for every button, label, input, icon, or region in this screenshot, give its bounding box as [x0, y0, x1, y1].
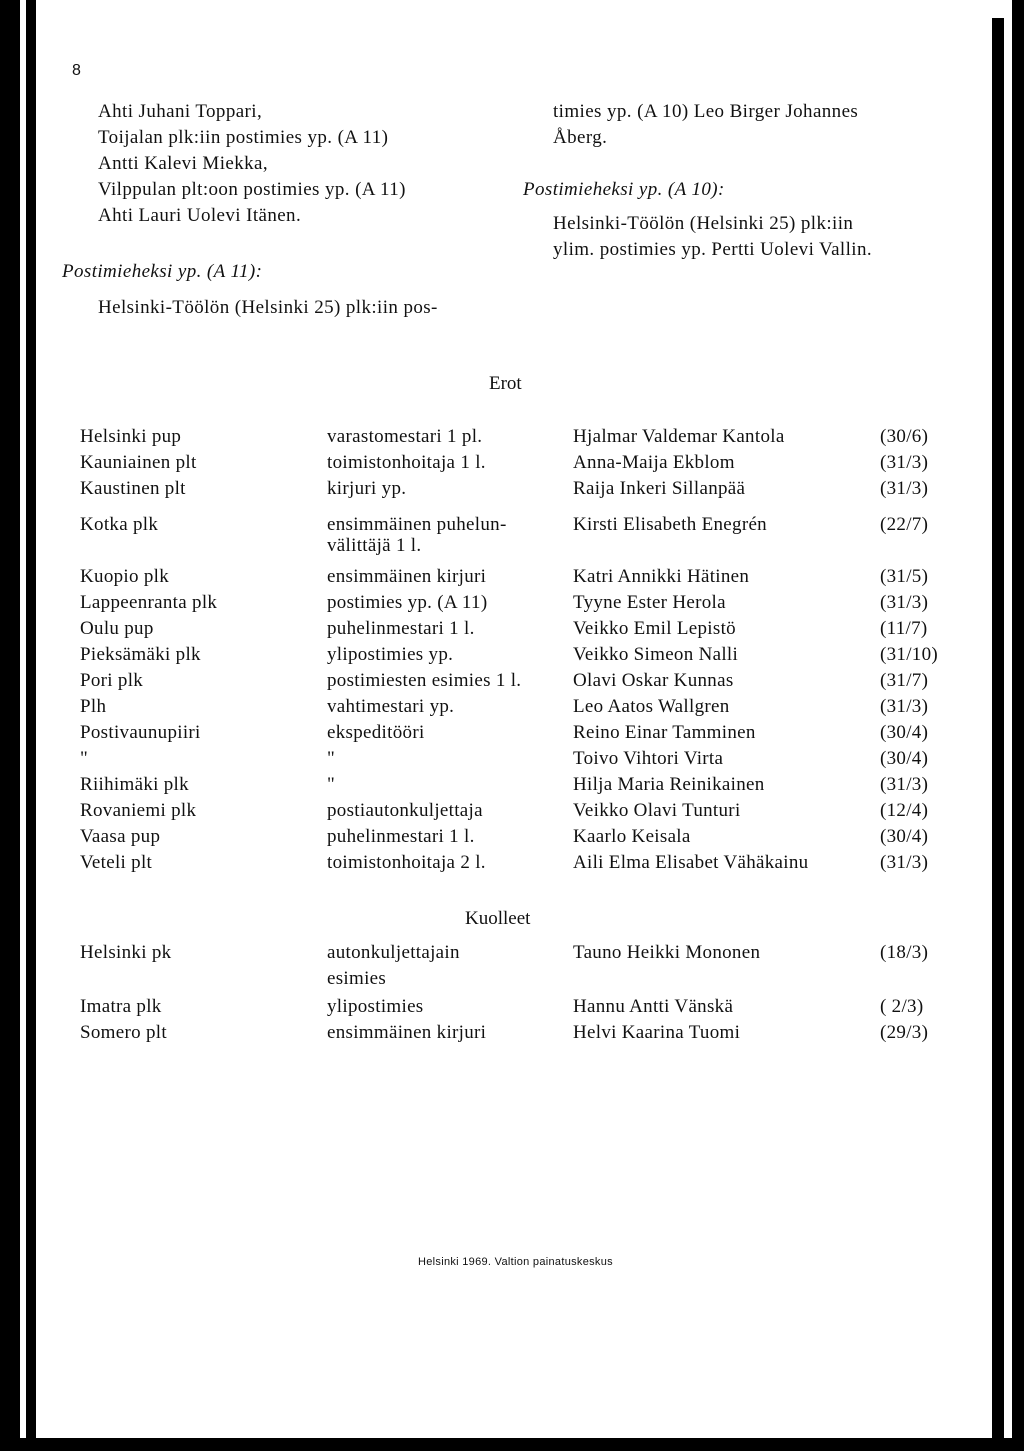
place-cell: Riihimäki plk [80, 774, 189, 795]
place-cell: Vaasa pup [80, 826, 161, 847]
table-row [0, 426, 1024, 450]
title-cell: esimies [327, 968, 387, 989]
kuolleet-heading: Kuolleet [465, 908, 531, 929]
right-heading: Postimieheksi yp. (A 10): [523, 179, 725, 200]
title-cell: puhelinmestari 1 l. [327, 618, 475, 639]
date-cell: (31/3) [880, 774, 929, 795]
table-row [0, 722, 1024, 746]
date-cell: (30/4) [880, 748, 929, 769]
table-row [0, 774, 1024, 798]
name-cell: Kaarlo Keisala [573, 826, 691, 847]
name-cell: Hannu Antti Vänskä [573, 996, 734, 1017]
name-cell: Raija Inkeri Sillanpää [573, 478, 746, 499]
place-cell: Plh [80, 696, 107, 717]
place-cell: Lappeenranta plk [80, 592, 218, 613]
name-cell: Hilja Maria Reinikainen [573, 774, 765, 795]
title-cell: välittäjä 1 l. [327, 535, 422, 556]
table-row [0, 592, 1024, 616]
date-cell: ( 2/3) [880, 996, 924, 1017]
table-row [0, 996, 1024, 1020]
place-cell: Postivaunupiiri [80, 722, 201, 743]
date-cell: (31/10) [880, 644, 939, 665]
left-line-5: Ahti Lauri Uolevi Itänen. [98, 205, 302, 226]
table-row [0, 644, 1024, 668]
title-cell: ylipostimies yp. [327, 644, 454, 665]
table-row [0, 852, 1024, 876]
title-cell: ensimmäinen puhelun- [327, 514, 507, 535]
place-cell: Kauniainen plt [80, 452, 197, 473]
title-cell: ensimmäinen kirjuri [327, 566, 487, 587]
date-cell: (31/3) [880, 452, 929, 473]
place-cell: Helsinki pk [80, 942, 172, 963]
name-cell: Tauno Heikki Mononen [573, 942, 761, 963]
place-cell: Pori plk [80, 670, 144, 691]
date-cell: (22/7) [880, 514, 929, 535]
date-cell: (30/4) [880, 722, 929, 743]
title-cell: vahtimestari yp. [327, 696, 455, 717]
title-cell: " [327, 748, 336, 769]
place-cell: Kaustinen plt [80, 478, 186, 499]
left-line-4: Vilppulan plt:oon postimies yp. (A 11) [98, 179, 406, 200]
title-cell: postimies yp. (A 11) [327, 592, 488, 613]
printer-imprint: Helsinki 1969. Valtion painatuskeskus [418, 1256, 613, 1268]
place-cell: Kotka plk [80, 514, 159, 535]
date-cell: (29/3) [880, 1022, 929, 1043]
place-cell: Somero plt [80, 1022, 167, 1043]
name-cell: Toivo Vihtori Virta [573, 748, 724, 769]
erot-heading: Erot [489, 373, 522, 394]
date-cell: (18/3) [880, 942, 929, 963]
date-cell: (12/4) [880, 800, 929, 821]
place-cell: Helsinki pup [80, 426, 182, 447]
right-line-1: timies yp. (A 10) Leo Birger Johannes [553, 101, 859, 122]
date-cell: (31/3) [880, 592, 929, 613]
date-cell: (31/7) [880, 670, 929, 691]
table-row [0, 1022, 1024, 1046]
right-line-2: Åberg. [553, 127, 608, 148]
table-row [0, 566, 1024, 590]
date-cell: (31/3) [880, 696, 929, 717]
table-row [0, 478, 1024, 502]
table-row [0, 968, 1024, 992]
bottom-scan-border [0, 1438, 1024, 1451]
title-cell: autonkuljettajain [327, 942, 460, 963]
table-row [0, 618, 1024, 642]
place-cell: Oulu pup [80, 618, 154, 639]
name-cell: Helvi Kaarina Tuomi [573, 1022, 741, 1043]
title-cell: puhelinmestari 1 l. [327, 826, 475, 847]
title-cell: toimistonhoitaja 1 l. [327, 452, 486, 473]
title-cell: varastomestari 1 pl. [327, 426, 483, 447]
date-cell: (11/7) [880, 618, 928, 639]
table-row [0, 670, 1024, 694]
title-cell: kirjuri yp. [327, 478, 407, 499]
name-cell: Reino Einar Tamminen [573, 722, 756, 743]
name-cell: Hjalmar Valdemar Kantola [573, 426, 785, 447]
left-line-1: Ahti Juhani Toppari, [98, 101, 263, 122]
date-cell: (31/3) [880, 852, 929, 873]
place-cell: " [80, 748, 89, 769]
name-cell: Katri Annikki Hätinen [573, 566, 750, 587]
left-tail: Helsinki-Töölön (Helsinki 25) plk:iin pos- [98, 297, 438, 318]
table-row [0, 452, 1024, 476]
name-cell: Olavi Oskar Kunnas [573, 670, 734, 691]
date-cell: (30/4) [880, 826, 929, 847]
place-cell: Pieksämäki plk [80, 644, 201, 665]
page-number: 8 [72, 62, 81, 79]
table-row [0, 826, 1024, 850]
date-cell: (30/6) [880, 426, 929, 447]
name-cell: Veikko Emil Lepistö [573, 618, 736, 639]
name-cell: Kirsti Elisabeth Enegrén [573, 514, 767, 535]
left-line-2: Toijalan plk:iin postimies yp. (A 11) [98, 127, 389, 148]
right-tail-2: ylim. postimies yp. Pertti Uolevi Vallin. [553, 239, 872, 260]
table-row [0, 942, 1024, 966]
name-cell: Veikko Simeon Nalli [573, 644, 739, 665]
table-row [0, 696, 1024, 720]
name-cell: Veikko Olavi Tunturi [573, 800, 741, 821]
title-cell: ylipostimies [327, 996, 424, 1017]
date-cell: (31/3) [880, 478, 929, 499]
name-cell: Tyyne Ester Herola [573, 592, 726, 613]
title-cell: " [327, 774, 336, 795]
title-cell: postiautonkuljettaja [327, 800, 483, 821]
right-tail-1: Helsinki-Töölön (Helsinki 25) plk:iin [553, 213, 854, 234]
name-cell: Leo Aatos Wallgren [573, 696, 730, 717]
place-cell: Kuopio plk [80, 566, 170, 587]
name-cell: Anna-Maija Ekblom [573, 452, 735, 473]
title-cell: ekspeditööri [327, 722, 425, 743]
title-cell: toimistonhoitaja 2 l. [327, 852, 486, 873]
place-cell: Imatra plk [80, 996, 162, 1017]
place-cell: Rovaniemi plk [80, 800, 197, 821]
title-cell: postimiesten esimies 1 l. [327, 670, 522, 691]
name-cell: Aili Elma Elisabet Vähäkainu [573, 852, 809, 873]
left-line-3: Antti Kalevi Miekka, [98, 153, 268, 174]
table-row [0, 748, 1024, 772]
left-heading: Postimieheksi yp. (A 11): [62, 261, 263, 282]
table-row [0, 535, 1024, 559]
table-row [0, 800, 1024, 824]
place-cell: Veteli plt [80, 852, 153, 873]
date-cell: (31/5) [880, 566, 929, 587]
title-cell: ensimmäinen kirjuri [327, 1022, 487, 1043]
